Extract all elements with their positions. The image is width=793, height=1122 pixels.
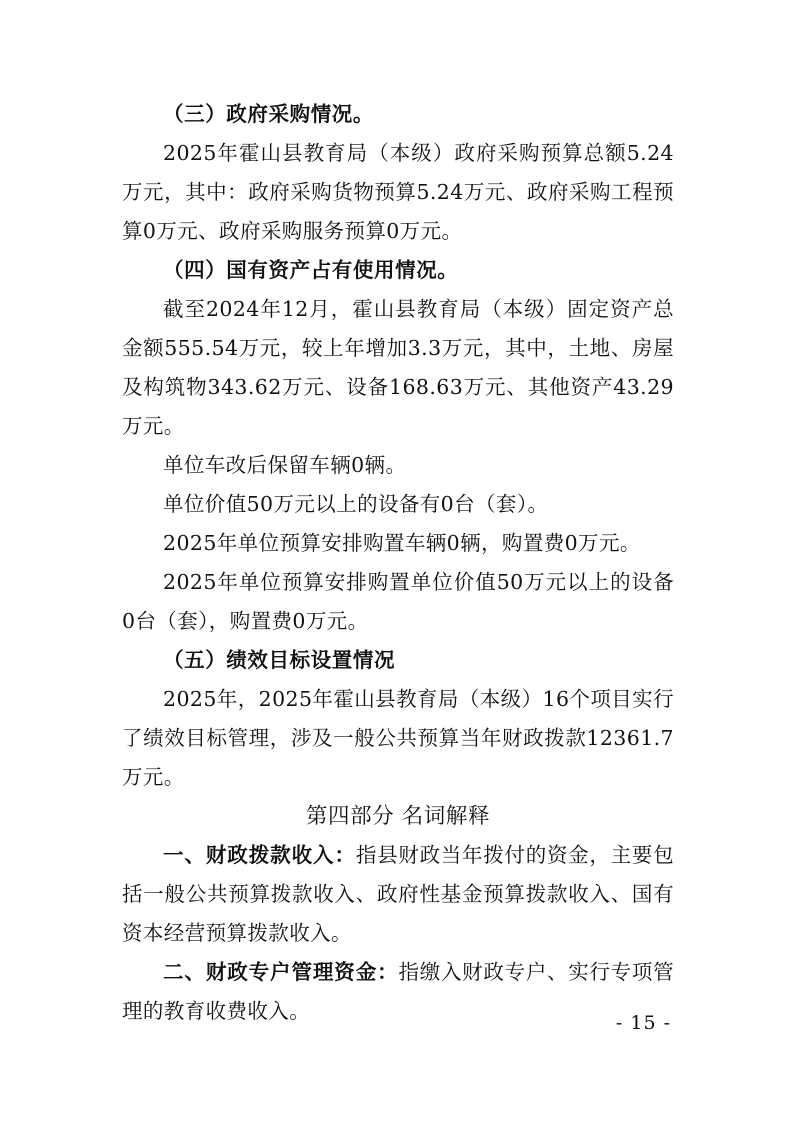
page-body [122,95,674,1031]
term-definition-fiscal-appropriation [122,836,674,953]
part-four-title: 第四部分 名词解释 [305,804,491,829]
term-label: 一、财政拨款收入： [163,843,356,867]
paragraph-vehicle-budget: 2025年单位预算安排购置车辆0辆，购置费0万元。 [163,531,641,555]
section-heading-procurement: （三）政府采购情况。 [163,102,374,126]
page-number: - 15 - [615,1012,671,1034]
paragraph-equipment-budget: 2025年单位预算安排购置单位价值50万元以上的设备0台（套），购置费0万元。 [122,570,674,633]
term-definition-special-account [122,953,674,1031]
term-text: 指县财政当年拨付的资金，主要包括一般公共预算拨款收入、政府性基金预算拨款收入、国有资本经营预算拨款收入。 [122,843,674,945]
paragraph-performance: 2025年，2025年霍山县教育局（本级）16个项目实行了绩效目标管理，涉及一般公共预算当年财政拨款12361.7万元。 [122,687,674,789]
paragraph-vehicles: 单位车改后保留车辆0辆。 [163,453,407,477]
term-text: 指缴入财政专户、实行专项管理的教育收费收入。 [122,960,674,1023]
section-heading-assets: （四）国有资产占有使用情况。 [163,258,459,282]
paragraph-procurement: 2025年霍山县教育局（本级）政府采购预算总额5.24万元，其中：政府采购货物预算5.24万元、政府采购工程预算0万元、政府采购服务预算0万元。 [122,141,674,243]
term-label: 二、财政专户管理资金： [163,960,399,984]
section-heading-performance: （五）绩效目标设置情况 [163,648,396,672]
paragraph-equipment: 单位价值50万元以上的设备有0台（套）。 [163,492,549,516]
paragraph-assets: 截至2024年12月，霍山县教育局（本级）固定资产总金额555.54万元，较上年增加3.3万元，其中，土地、房屋及构筑物343.62万元、设备168.63万元、其他资产43.29万元。 [122,297,674,438]
